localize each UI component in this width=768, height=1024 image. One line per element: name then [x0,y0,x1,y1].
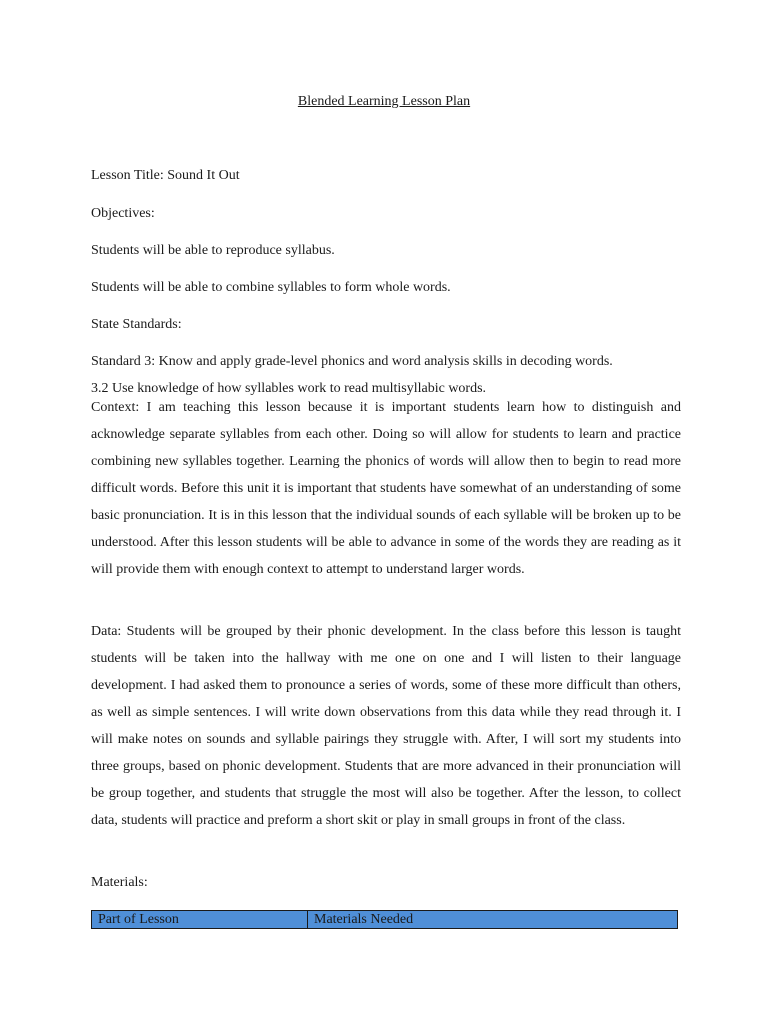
data-paragraph: Data: Students will be grouped by their phonic development. In the class before this lesson is taught students will be taken into the hallway with me one on one and I will listen to their language development. I had asked them to pronounce a series of words, some of these more difficult than others, as well as simple sentences. I will write down observations from this data while they read through it. I will make notes on sounds and syllable pairings they struggle with. After, I will sort my students into three groups, based on phonic development. Students that are more advanced in their pronunciation will be group together, and students that struggle the most will also be together. After the lesson, to collect data, students will practice and preform a short skit or play in small groups in front of the class. [91,624,681,828]
table-header-cell: Materials Needed [308,911,678,929]
context-paragraph: Context: I am teaching this lesson because it is important students learn how to distinguish and acknowledge separate syllables from each other. Doing so will allow for students to learn and practice combining new syllables together. Learning the phonics of words will allow then to begin to read more difficult words. Before this unit it is important that students have somewhat of an understanding of some basic pronunciation. It is in this lesson that the individual sounds of each syllable will be broken up to be understood. After this lesson students will be able to advance in some of the words they are reading as it will provide them with enough context to attempt to understand larger words. [91,400,681,577]
objectives-heading: Objectives: [91,206,155,221]
standard-item: 3.2 Use knowledge of how syllables work to read multisyllabic words. [91,381,487,396]
standard-item: Standard 3: Know and apply grade-level phonics and word analysis skills in decoding words. [91,354,613,369]
table-header-cell: Part of Lesson [92,911,308,929]
lesson-title: Lesson Title: Sound It Out [91,168,240,183]
objective-item: Students will be able to reproduce syllabus. [91,243,335,258]
materials-table [91,910,678,929]
materials-heading: Materials: [91,875,148,890]
document-title: Blended Learning Lesson Plan [297,94,471,109]
standards-heading: State Standards: [91,317,182,332]
objective-item: Students will be able to combine syllables to form whole words. [91,280,451,295]
table-header-row [92,911,678,929]
